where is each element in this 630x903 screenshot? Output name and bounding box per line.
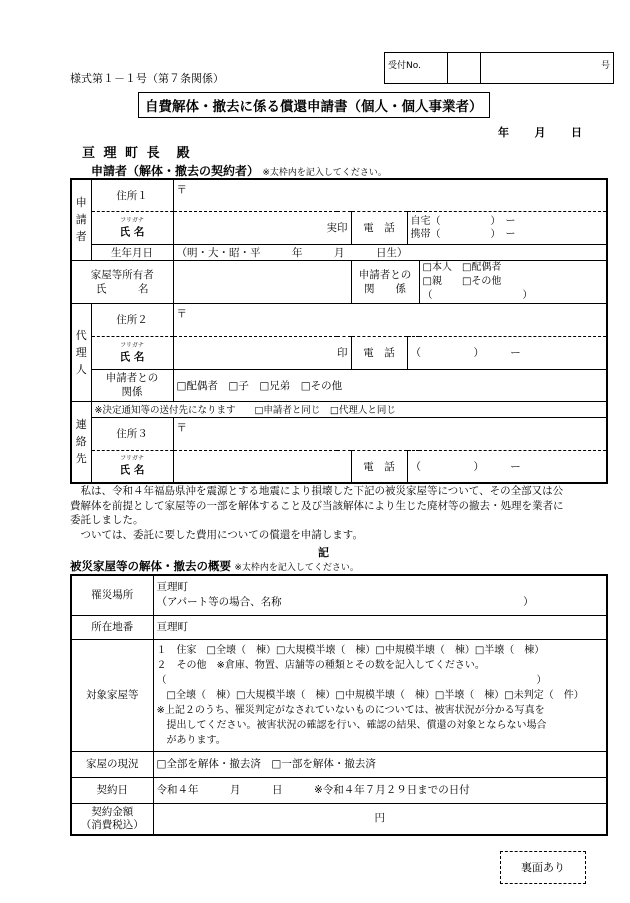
target-label: 対象家屋等	[71, 639, 153, 751]
date-month: 月	[534, 126, 546, 139]
applicant-group-label: 申 請 者	[71, 179, 91, 260]
address3-field[interactable]	[173, 417, 607, 450]
amount-field[interactable]	[153, 803, 607, 835]
agent-name-label: フリガナ 氏 名	[91, 336, 173, 369]
agent-relation-options[interactable]: □配偶者 □子 □兄弟 □その他	[173, 369, 607, 401]
location-field[interactable]: 亘理町 （アパート等の場合、名称 ）	[153, 575, 607, 615]
contract-date-field[interactable]: 令和４年 月 日 ※令和４年７月２９日までの日付	[153, 777, 607, 803]
overview-table	[70, 574, 608, 836]
applicant-phone-field[interactable]: 自宅（ ） ー 携帯（ ） ー	[407, 211, 607, 244]
contact-group-label: 連 絡 先	[71, 401, 91, 483]
agent-group-label: 代 理 人	[71, 303, 91, 401]
address1-label: 住所１	[91, 179, 173, 211]
applicant-name-field[interactable]	[173, 211, 351, 244]
declaration-text: 私は、令和４年福島県沖を震源とする地震により損壊した下記の被災家屋等について、その全部又は公 費解体を前提として家屋等の一部を解体すること及び当該解体により生じた廃材等の撤去・処理を業者に 委託しました。 ついては、委託に要した費用についての償還を申請します。	[70, 485, 564, 541]
back-side-note: 裏面あり	[500, 851, 586, 884]
owner-label: 家屋等所有者 氏 名	[71, 260, 173, 303]
receipt-unit: 号	[481, 53, 614, 84]
applicant-heading-row	[91, 162, 387, 179]
owner-relation-label: 申請者との 関 係	[351, 260, 419, 303]
contact-note[interactable]: ※決定通知等の送付先になります □申請者と同じ □代理人と同じ	[91, 401, 607, 417]
form-title: 自費解体・撤去に係る償還申請書（個人・個人事業者）	[138, 92, 490, 118]
seal-label: 印	[337, 347, 348, 359]
target-field[interactable]: １ 住家 □全壊（ 棟）□大規模半壊（ 棟）□中規模半壊（ 棟）□半壊（ 棟） ２ その他 ※倉庫、物置、店舗等の種類とその数を記入してください。 （ ） □全壊（ 棟）□大規模半壊（ 棟）□中規模半壊（ 棟）□半壊（ 棟）□未判定（ 件） ※上記２のうち、罹災判定がなされていないものについては、被害状況が分かる写真を 提出してください。被害状況の確認を行い、確認の結果、償還の対象とならない場合 があります。	[153, 639, 607, 751]
ki-label: 記	[318, 546, 329, 559]
applicant-heading: 申請者（解体・撤去の契約者）	[91, 164, 260, 178]
lot-label: 所在地番	[71, 615, 153, 639]
address1-field[interactable]	[173, 179, 607, 211]
birth-label: 生年月日	[91, 244, 173, 260]
receipt-box	[384, 52, 614, 84]
owner-name-field[interactable]	[173, 260, 351, 303]
amount-label: 契約金額 （消費税込）	[71, 803, 153, 835]
receipt-blank[interactable]	[448, 53, 481, 84]
agent-phone-field[interactable]: （ ） ー	[407, 336, 607, 369]
applicant-table	[70, 178, 608, 484]
applicant-name-label: フリガナ 氏 名	[91, 211, 173, 244]
postal-mark: 〒	[176, 184, 187, 196]
yen-unit: 円	[374, 812, 385, 825]
agent-name-field[interactable]	[173, 336, 351, 369]
address2-field[interactable]	[173, 303, 607, 336]
addressee: 亘 理 町 長 殿	[82, 146, 192, 161]
date-year: 年	[498, 126, 509, 139]
postal-mark: 〒	[176, 307, 187, 320]
jitsuin-label: 実印	[326, 222, 348, 234]
owner-relation-options[interactable]: □本人 □配偶者 □親 □その他（ ）	[419, 260, 607, 303]
contact-phone-label: 電 話	[351, 450, 407, 483]
location-label: 罹災場所	[71, 575, 153, 615]
address2-label: 住所２	[91, 303, 173, 336]
agent-relation-label: 申請者との 関係	[91, 369, 173, 401]
date-line	[498, 124, 582, 140]
lot-field[interactable]: 亘理町	[153, 615, 607, 639]
applicant-phone-label: 電 話	[351, 211, 407, 244]
contact-name-label: フリガナ 氏 名	[91, 450, 173, 483]
fill-note-2: ※太枠内を記入してください。	[234, 563, 359, 573]
contract-date-label: 契約日	[71, 777, 153, 803]
overview-heading-row	[70, 558, 359, 574]
fill-note: ※太枠内を記入してください。	[262, 168, 387, 178]
form-number: 様式第１－１号（第７条関係）	[70, 72, 224, 85]
birth-field[interactable]: （明・大・昭・平 年 月 日生）	[173, 244, 607, 260]
status-label: 家屋の現況	[71, 751, 153, 777]
contact-name-field[interactable]	[173, 450, 351, 483]
status-field[interactable]: □全部を解体・撤去済 □一部を解体・撤去済	[153, 751, 607, 777]
postal-mark: 〒	[176, 421, 187, 434]
agent-phone-label: 電 話	[351, 336, 407, 369]
contact-phone-field[interactable]: （ ） ー	[407, 450, 607, 483]
receipt-label: 受付No.	[385, 53, 448, 84]
date-day: 日	[571, 126, 582, 139]
overview-heading: 被災家屋等の解体・撤去の概要	[70, 559, 231, 573]
address3-label: 住所３	[91, 417, 173, 450]
